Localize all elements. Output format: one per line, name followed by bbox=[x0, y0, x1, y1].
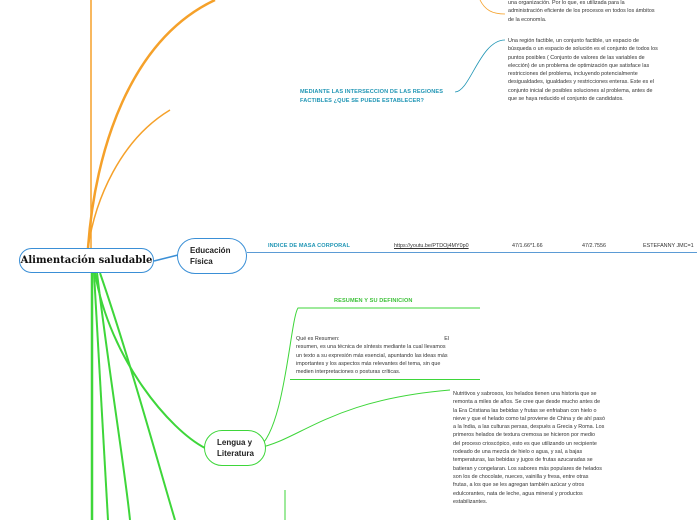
student-imc: ESTEFANNY JMC=1 bbox=[643, 243, 694, 249]
helados-line: remonta a miles de años. Se cree que desde mucho antes de bbox=[453, 399, 601, 406]
educacion-fisica-label-2: Física bbox=[190, 257, 213, 266]
helados-line: temperaturas, las bebidas y jugos de frutas azucaradas se bbox=[453, 457, 593, 464]
helados-line: estabilizantes. bbox=[453, 498, 488, 505]
lengua-literatura-node[interactable] bbox=[204, 430, 266, 466]
helados-line: frutas, a los que se les agregan también azúcar y otros bbox=[453, 482, 585, 489]
helados-line: Nutritivos y sabrosos, los helados tienen una historia que se bbox=[453, 391, 597, 397]
helados-line: a la India, a las culturas persas, después a Grecia y Roma. Los bbox=[453, 424, 605, 431]
regiones-topic-line-2: FACTIBLES ¿QUE SE PUEDE ESTABLECER? bbox=[300, 98, 424, 104]
region-line: conjunto inicial de posibles soluciones al problema, antes de bbox=[508, 87, 653, 94]
resumen-line: Qué es Resumen: El bbox=[296, 336, 450, 342]
connector-region bbox=[455, 40, 505, 92]
educacion-fisica-label-1: Educación bbox=[190, 246, 231, 255]
root-node[interactable] bbox=[19, 248, 154, 273]
calc-2: 47/2.7556 bbox=[582, 243, 606, 249]
helados-line: la Era Cristiana las bebidas y frutas se enfriaban con hielo o bbox=[453, 407, 597, 414]
helados-line: del proceso crioscópico, esto es que utilizando un recipiente bbox=[453, 440, 597, 447]
region-line: Una región factible, un conjunto factible, un espacio de bbox=[508, 38, 639, 44]
root-label: Alimentación saludable bbox=[20, 255, 153, 266]
lengua-label-1: Lengua y bbox=[217, 438, 253, 447]
resumen-line: un texto a su expresión más esencial, apuntando las ideas más bbox=[296, 352, 448, 359]
resumen-line: resumen, es una técnica de síntesis mediante la cual llevamos bbox=[296, 344, 446, 351]
helados-line: nieve y que el helado como tal proviene de China y de ahí pasó bbox=[453, 415, 605, 422]
helados-text bbox=[453, 390, 653, 506]
helados-line: batieran y congelaran. Los sabores más populares de helados bbox=[453, 465, 602, 472]
imc-underline bbox=[247, 252, 697, 253]
imc-topic: INDICE DE MASA CORPORAL bbox=[268, 243, 350, 249]
region-line: búsqueda o un espacio de solución es el conjunto de todos los bbox=[508, 46, 658, 53]
helados-line: son los de chocolate, nueces, vainilla y fresa, entre otras bbox=[453, 473, 589, 480]
resumen-line: medien interpretaciones o posturas críticas. bbox=[296, 369, 401, 376]
educacion-fisica-node[interactable] bbox=[177, 238, 247, 274]
helados-line: rodeado de una mezcla de hielo o agua, y sal, a bajas bbox=[453, 449, 583, 456]
region-line: desigualdades, igualdades y restricciones enteras. Este es el bbox=[508, 79, 654, 86]
connector-green-3 bbox=[100, 273, 175, 520]
helados-line: primeros helados de textura cremosa se hicieron por medio bbox=[453, 432, 596, 439]
region-line: puntos posibles ( Conjunto de valores de las variables de bbox=[508, 54, 645, 61]
calc-1: 47/1.66*1.66 bbox=[512, 243, 543, 249]
organizacion-line: una organización. Por lo que, es utilizada para la bbox=[508, 0, 625, 6]
organizacion-line: de la economía. bbox=[508, 16, 547, 23]
lengua-label-2: Literatura bbox=[217, 449, 254, 458]
resumen-text bbox=[296, 335, 486, 376]
connector-green-2 bbox=[95, 273, 205, 448]
resumen-line: importantes y los aspectos más relevantes del tema, sin que bbox=[296, 360, 441, 367]
video-link[interactable]: https://youtu.be/PTDOj4MY0p0 bbox=[394, 243, 469, 249]
connector-lengua-resumen bbox=[258, 308, 480, 448]
resumen-underline bbox=[290, 379, 480, 380]
connector-educacion-fisica bbox=[154, 255, 178, 261]
region-line: elección) de un problema de optimización que satisface las bbox=[508, 62, 650, 69]
organizacion-line: administración eficiente de los procesos en todos los ámbitos bbox=[508, 8, 655, 15]
region-factible-text bbox=[508, 37, 693, 103]
region-line: restricciones del problema, incluyendo potencialmente bbox=[508, 71, 638, 78]
region-line: que se haya reducido el conjunto de candidatos. bbox=[508, 96, 624, 103]
connector-orange-secondary bbox=[88, 110, 170, 248]
organizacion-text bbox=[508, 0, 688, 24]
helados-line: edulcorantes, nata de leche, agua mineral y productos bbox=[453, 490, 583, 497]
connector-lengua-helados bbox=[258, 390, 450, 448]
regiones-topic-line-1: MEDIANTE LAS INTERSECCION DE LAS REGIONES bbox=[300, 89, 444, 95]
regiones-topic bbox=[300, 88, 443, 106]
resumen-topic: RESUMEN Y SU DEFINICION bbox=[334, 298, 413, 304]
connector-top-sub bbox=[480, 0, 505, 14]
